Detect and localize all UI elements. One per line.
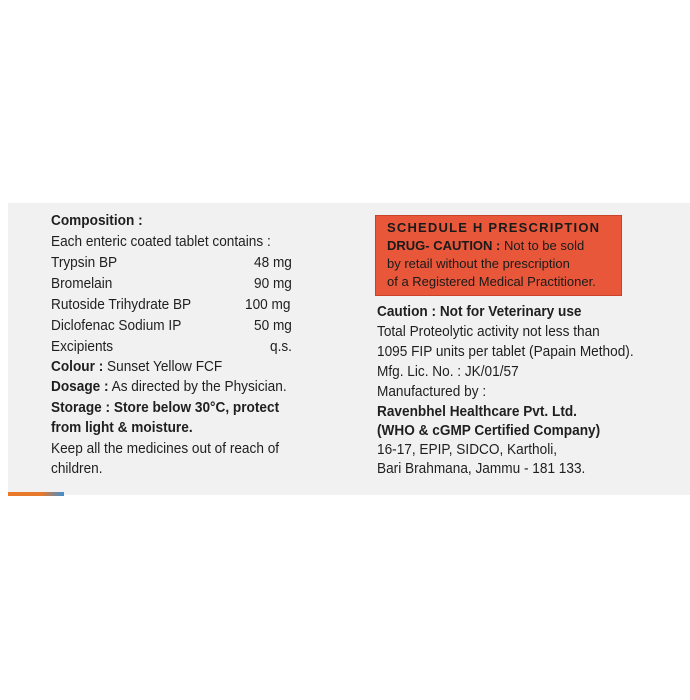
schedule-caution-line <box>387 237 584 255</box>
certification: (WHO & cGMP Certified Company) <box>377 423 601 439</box>
dosage-label: Dosage : <box>51 379 109 395</box>
dosage-value: As directed by the Physician. <box>108 379 287 395</box>
activity-line-2: 1095 FIP units per tablet (Papain Method). <box>377 344 634 360</box>
storage-line-2: from light & moisture. <box>51 420 193 436</box>
activity-line-1: Total Proteolytic activity not less than <box>377 324 600 340</box>
tablet-intro: Each enteric coated tablet contains : <box>51 234 271 250</box>
ingredient-amount: 90 mg <box>254 276 292 292</box>
schedule-line-4: of a Registered Medical Practitioner. <box>387 274 596 289</box>
storage-line-1: Storage : Store below 30°C, protect <box>51 400 280 416</box>
ingredient-amount: 48 mg <box>254 255 292 271</box>
colour-line <box>51 357 222 377</box>
ingredient-name: Diclofenac Sodium IP <box>51 318 182 334</box>
schedule-title: SCHEDULE H PRESCRIPTION <box>387 220 601 235</box>
ingredient-name: Trypsin BP <box>51 255 118 271</box>
ingredient-name: Bromelain <box>51 276 113 292</box>
ingredient-name: Excipients <box>51 339 114 355</box>
colour-value: Sunset Yellow FCF <box>103 359 223 375</box>
schedule-line-3: by retail without the prescription <box>387 256 570 271</box>
drug-caution-text: Not to be sold <box>500 238 585 253</box>
ingredient-amount: 50 mg <box>254 318 292 334</box>
address-line-2: Bari Brahmana, Jammu - 181 133. <box>377 461 586 477</box>
keep-away-line-1: Keep all the medicines out of reach of <box>51 441 280 457</box>
colour-label: Colour : <box>51 359 104 375</box>
schedule-h-box <box>375 215 622 296</box>
mfg-license: Mfg. Lic. No. : JK/01/57 <box>377 364 519 380</box>
manufactured-by: Manufactured by : <box>377 384 487 400</box>
company-name: Ravenbhel Healthcare Pvt. Ltd. <box>377 404 577 420</box>
dosage-line <box>51 377 287 397</box>
composition-heading: Composition : <box>51 213 143 229</box>
address-line-1: 16-17, EPIP, SIDCO, Kartholi, <box>377 442 558 458</box>
ingredient-name: Rutoside Trihydrate BP <box>51 297 192 313</box>
veterinary-caution: Caution : Not for Veterinary use <box>377 304 582 320</box>
drug-caution-label: DRUG- CAUTION : <box>387 238 501 253</box>
keep-away-line-2: children. <box>51 461 103 477</box>
accent-strip <box>8 492 64 496</box>
ingredient-amount: 100 mg <box>245 297 291 313</box>
ingredient-amount: q.s. <box>270 339 292 355</box>
